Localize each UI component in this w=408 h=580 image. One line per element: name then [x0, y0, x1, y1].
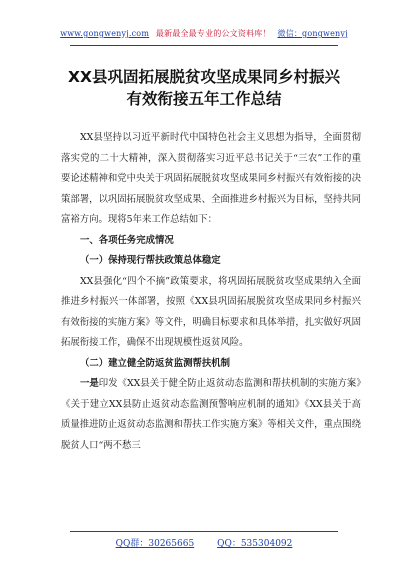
subsection-heading-1: （一）保持现行帮扶政策总体稳定: [80, 255, 221, 266]
footer-divider: [70, 531, 338, 532]
document-title: [0, 66, 408, 110]
document-body: [61, 128, 361, 456]
qq-group-link[interactable]: QQ群：30265665: [115, 539, 195, 549]
page-header: [0, 28, 408, 39]
paragraph-1: XX县强化“四个不摘”政策要求，将巩固拓展脱贫攻坚成果纳入全面推进乡村振兴一体部署，按照《XX县巩固拓展脱贫攻坚成果同乡村振兴有效衔接的实施方案》等文件，明确目标要求和具体举措，扎实做好巩固拓展衔接工作，确保不出现规模性返贫风险。: [61, 275, 362, 348]
paragraph-2: [61, 374, 361, 456]
site-link[interactable]: www.gongwenyj.com: [60, 29, 150, 38]
paragraph-2-text: 印发《XX县关于健全防止返贫动态监测和帮扶机制的实施方案》《关于建立XX县防止返贫动态监测预警响应机制的通知》《XX县关于高质量推进防止返贫动态监测和帮扶工作实施方案》等相关文件，重点围绕脱贫人口“两不愁三: [61, 378, 362, 451]
section-heading-1: 一、各项任务完成情况: [80, 234, 174, 246]
page-footer: [0, 536, 408, 549]
header-divider: [70, 45, 338, 46]
wechat-link[interactable]: 微信：gongwenyj: [277, 29, 348, 38]
title-line-2: 有效衔接五年工作总结: [126, 90, 282, 108]
title-line-1: XX县巩固拓展脱贫攻坚成果同乡村振兴: [68, 68, 340, 86]
paragraph-2-lead: 一是: [80, 378, 99, 389]
qq-contact-link[interactable]: QQ：535304092: [217, 539, 293, 549]
header-tagline: 最新最全最专业的公文资料库！: [155, 29, 271, 38]
subsection-heading-2: （二）建立健全防返贫监测帮扶机制: [80, 357, 231, 369]
intro-paragraph: XX县坚持以习近平新时代中国特色社会主义思想为指导，全面贯彻落实党的二十大精神，深入贯彻落实习近平总书记关于“三农”工作的重要论述精神和党中央关于巩固拓展脱贫攻坚成果同乡村振兴有效衔接的决策部署，以巩固拓展脱贫攻坚成果、全面推进乡村振兴为目标，坚持共同富裕方向。现将5年来工作总结如下：: [61, 132, 362, 225]
